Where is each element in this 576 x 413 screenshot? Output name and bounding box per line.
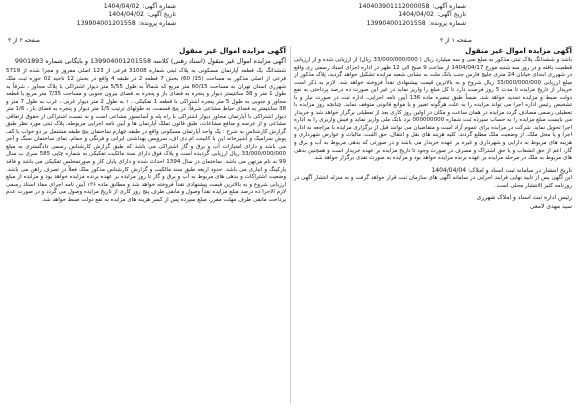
- column-divider: [290, 46, 291, 405]
- publish-date-label: تاریخ انتشار در سامانه ثبت اسناد و املاک:: [468, 166, 572, 174]
- page-number-right: صفحه ۱ از ۲: [440, 37, 472, 44]
- announcement-page-2: [6, 46, 286, 407]
- letter-label: شماره پرونده:: [138, 19, 176, 27]
- right-letter-row: [296, 20, 466, 28]
- page-number-left: صفحه ۲ از ۲: [8, 37, 40, 44]
- date-value: 1404/04/02: [108, 11, 144, 19]
- right-date-row: [296, 11, 466, 19]
- signature-name: سید مهدی لامعی: [529, 202, 572, 210]
- letter-value: 139904001201558: [366, 19, 426, 27]
- left-date-row: [6, 11, 176, 19]
- publish-date-line: [294, 167, 572, 176]
- closing-note: این آگهی پس از تایید نهایی فرایند اجرایی در سامانه آگهی های سازمان ثبت قرار خواهد گرفت و به منزله انتشار آگهی در روزنامه کثیر الانتشار محلی است.: [294, 175, 572, 189]
- signature-block: [294, 194, 572, 211]
- date-label: تاریخ آگهی:: [436, 11, 466, 19]
- letter-label: شماره پرونده:: [428, 19, 466, 27]
- page-title: آگهی مزایده اموال غیر منقول: [179, 46, 286, 55]
- case-subtitle: آگهی مزایده اموال غیر منقول (اسناد رهنی) کلاسه 139904001201558 و بایگانی شماره 9901893: [14, 57, 286, 65]
- announcement-body: باشد و ششدانگ پلاک ثبتی مذکور به مبلغ سی و سه میلیارد ریال ( 33/000/000/000 ریال) از ارزیابی شده و از ارزیابی قطعیت یافته و در روز سه شنبه مورخ 1404/04/17 از ساعت 9 صبح الی 12 ظهر در اداره اجرای اسناد رسمی ری واقع در شهرری ابتدای خیابان 24 متری خلیج فارس جنب بانک ملت به نشانی شعبه مزایده تشکیل خواهد گردید، پلاک مذکور از مبلغ ارزیابی 33/000/000/000 ریال شروع و به بالاترین قیمت پیشنهادی نقداً فروخته خواهد شد. لازم به ذکر است خریدار از تاریخ مزایده تا مدت 5 روز فرصت دارد تا کل مبلغ را واریز نماید در غیر این صورت ده درصد پرداختی به نفع دولت ضبط و مزایده تجدید خواهد شد، ضمناً طبق تبصره ماده 136 آیین نامه اجرایی، اداره ثبت در صورت نیاز و با تشخیص رئیس اداره اجرا می تواند مزایده را به علت هرگونه تغییر و یا موانع قانونی متوقف نماید. چنانچه روز مزایده با تعطیلی رسمی مصادف گردد مزایده در همان ساعت و مکان در اولین روز کاری بعد از تعطیلی برگزار خواهد شد و خریدار می بایست مبلغ مزایده را به حساب سپرده ثبت شماره 000000000 نزد بانک ملی واریز نماید و فیش واریزی را به اداره اجرا تحویل نماید. شرکت در مزایده برای عموم آزاد است و متقاضیان می توانند قبل از برگزاری مزایده با مراجعه به اداره اجرا و یا محل ملک، از وضعیت ملک مطلع گردند. کلیه هزینه های نقل و انتقال، حق الثبت، مالیات و عوارض شهرداری و هزینه های مربوط به دارایی و شهرداری و غیره بر عهده خریدار می باشد و در صورتی که بدهی مربوط به آب و برق و گاز، اعم از حق انشعاب و یا حق اشتراک و مصرف در صورت وجود تا تاریخ مزایده بر عهده خریدار است و همچنین بدهی های مربوط به ملک در مرحله مزایده بر عهده برنده مزایده خواهد بود و مزایده به صورت نقدی برگزار خواهد شد.: [294, 57, 572, 162]
- tracking-label: شماره آگهی:: [142, 3, 176, 10]
- page-title: آگهی مزایده اموال غیر منقول: [465, 46, 572, 55]
- letter-value: 139904001201558: [76, 19, 136, 27]
- date-value: 1404/04/02: [398, 11, 434, 19]
- date-label: تاریخ آگهی:: [146, 11, 176, 19]
- publish-date-value: 1404/04/04: [431, 166, 467, 174]
- tracking-value: 1404/04/02: [103, 3, 140, 10]
- tracking-label: شماره آگهی:: [432, 3, 466, 10]
- left-letter-row: [6, 20, 176, 28]
- tracking-value: 140403901112000058: [358, 3, 430, 10]
- announcement-page-1: [294, 46, 572, 407]
- right-header: [296, 3, 466, 28]
- left-header: [6, 3, 176, 28]
- signature-org: رئیس اداره ثبت اسناد و املاک شهرری: [476, 194, 572, 202]
- property-description: ششدانگ یک قطعه آپارتمان مسکونی به پلاک ثبتی شماره 31008 فرعی از 123 اصلی مفروز و مجزا شده از 5719 فرعی از اصلی مذکور به مساحت (15/ 60) بخش 7 قطعه 2 در طبقه 4 واقع در بخش 12 ناحیه 02 حوزه ثبت ملک شهرری استان تهران به مساحت 60/15 متر مربع که شمالاً به طول 5/55 متر دیوار اشتراکی با پلاک مجاور ، شرقاً به طول 1 متر و 38 سانتیمتر دیوار و پنجره به فضای باز و پنجره به فضای بیرون جنوبی و مساحت 7/35 متر مربع با قطعه مجاور و جنوبی به طول 5 متر پنجره اشتراکی با قطعه 1 تفکیکی ، ۱ به طول 2 متر دیوار غربی ، غرب به طول 7 متر و 38 سانتیمتر به فضای حیاط مشاعی شرقاً: در پنج قسمت، به طولهای ترتیب 1/5 متر دیوار و پنجره به فضای باز ، 1/6 متر دیوار اشتراکی با آپارتمان مجاور دیوار اشتراکی با راه پله و آسانسور مشاعی است و به نسبت اشتراکی از حقوق ارتفاقی مشاعی و از عرصه و منافع مشاعات، طبق قانون تملک آپارتمان ها و آیین نامه اجرایی مربوطه، پلاک ثبتی مورد نظر طبق گزارش کارشناس به شرح : یک واحد آپارتمان مسکونی واقع در طبقه چهارم ساختمان پنج طبقه مشتمل بر دو خواب با کف پوش سرامیک و آشپزخانه اپن با کابینت ام دی اف، سرویس بهداشتی ایرانی و فرنگی و حمام، نمای ساختمان سنگ و آجر می باشد و دارای امتیازات آب و برق و گاز اشتراکی می باشد که طبق گزارش کارشناس رسمی دادگستری به مبلغ 33/000/000/000 ریال ارزیابی گردیده است و پلاک فوق دارای سند مالکیت تفکیکی به شماره چاپی 585 سری ب سال 99 به نام مرتهن می باشد. ساختمان در سال 1394 احداث شده و دارای پایان کار و صورتمجلس تفکیکی می باشد و فاقد پارکینگ و انباری می باشد. حدود اربعه طبق سند مالکیت و گزارش کارشناس مذکور ملک فعلاً در تصرف راهن می باشد. وضعیت اشتراکات و بدهی های مربوط به آب و برق و گاز تا روز مزایده بر عهده برنده مزایده خواهد بود و مزایده از مبلغ ارزیابی شروع و به بالاترین قیمت پیشنهادی نقداً فروخته خواهد شد و مطابق ماده ۱۳۶ آیین نامه اجرای مفاد اسناد رسمی لازم الاجرا ده درصد مبلغ مزایده نقداً وصول و مابقی ظرف پنج روز کاری از تاریخ مزایده وصول می گردد و در صورت عدم پرداخت مابقی ظرف مهلت مقرر، مبلغ سپرده پس از کسر هزینه های مزایده به نفع دولت ضبط خواهد شد.: [6, 68, 286, 203]
